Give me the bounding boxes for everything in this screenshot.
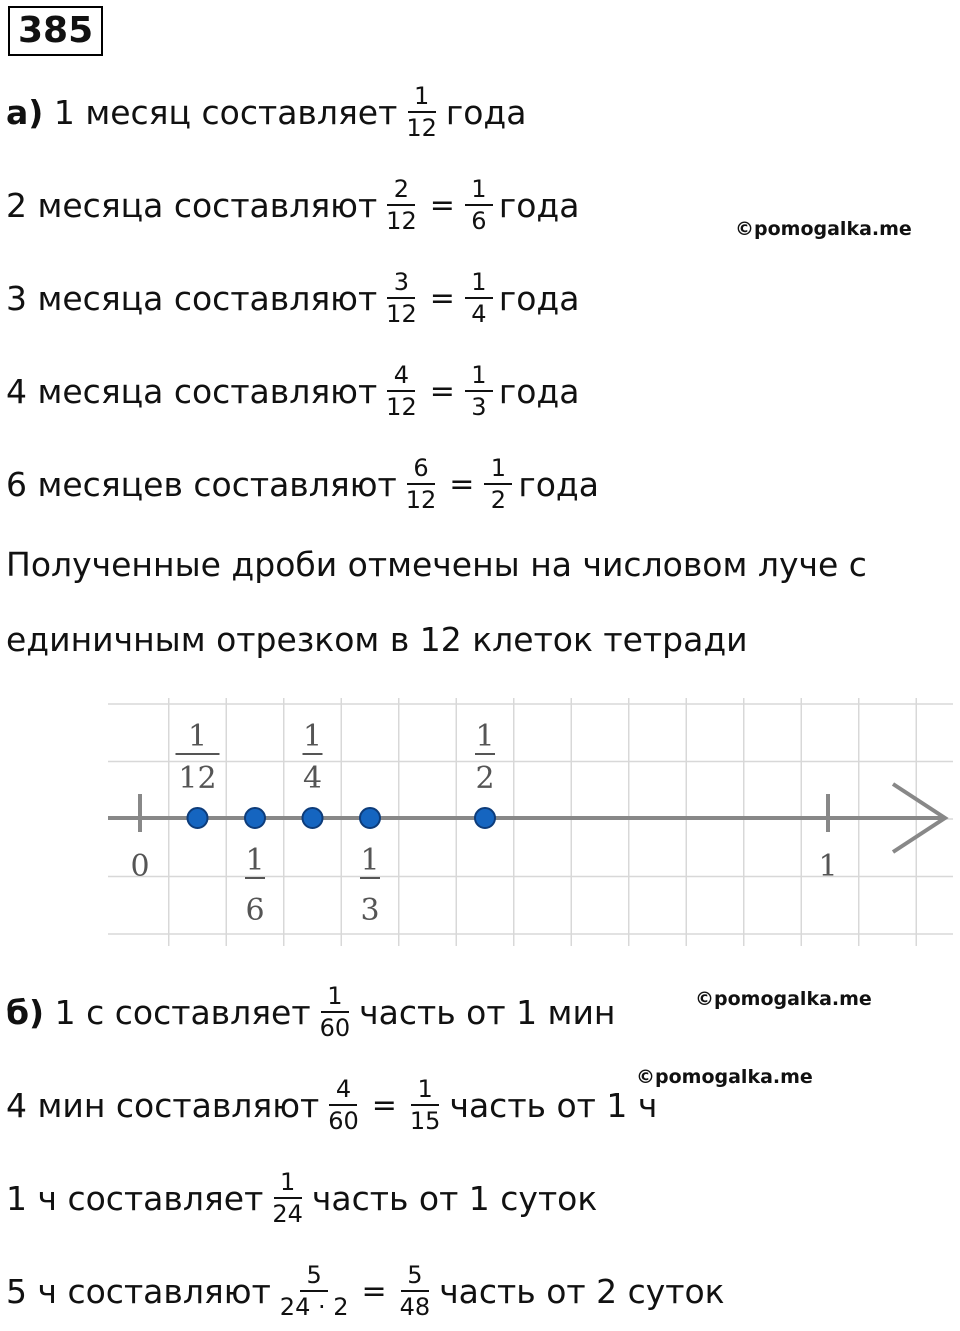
line-text: часть от 2 суток bbox=[439, 1271, 725, 1311]
ray-point bbox=[187, 808, 207, 828]
watermark: ©pomogalka.me bbox=[636, 1066, 813, 1088]
point-numerator: 1 bbox=[245, 843, 265, 878]
line-text: часть от 1 суток bbox=[311, 1178, 598, 1218]
number-ray bbox=[108, 690, 953, 950]
point-numerator: 1 bbox=[302, 719, 323, 754]
point-denominator: 6 bbox=[245, 893, 265, 928]
part-b-line-2: 4 мин составляют $\frac{4}{60}$ = $\frac{1}{15}$ часть от 1 ч bbox=[6, 1075, 658, 1135]
line-text: 3 месяца составляют bbox=[6, 278, 378, 318]
fraction: $\frac{5}{24 \cdot 2}$ bbox=[279, 1261, 349, 1321]
fraction: $\frac{1}{4}$ bbox=[465, 267, 493, 329]
line-text: 4 мин составляют bbox=[6, 1085, 320, 1125]
point-denominator: 3 bbox=[360, 893, 380, 928]
fraction: $\frac{4}{12}$ bbox=[386, 361, 417, 421]
part-a-line-4: 4 месяца составляют $\frac{4}{12}$ = $\frac{1}{3}$ года bbox=[6, 361, 580, 421]
fraction: $\frac{1}{6}$ bbox=[465, 174, 493, 236]
note-line-2: единичным отрезком в 12 клеток тетради bbox=[6, 620, 748, 659]
line-text: часть от 1 мин bbox=[359, 992, 616, 1032]
point-denominator: 12 bbox=[178, 761, 217, 796]
line-text: 4 месяца составляют bbox=[6, 371, 378, 411]
part-b-line-3 bbox=[6, 1158, 597, 1238]
line-text: года bbox=[498, 278, 580, 318]
zero-label: 0 bbox=[130, 849, 150, 884]
line-text: 1 месяц составляет bbox=[53, 92, 398, 132]
problem-number: 385 bbox=[8, 6, 103, 56]
ray-axis bbox=[108, 784, 945, 884]
point-numerator: 1 bbox=[360, 843, 380, 878]
part-a-line-5: 6 месяцев составляют $\frac{6}{12}$ = $\frac{1}{2}$ года bbox=[6, 454, 599, 514]
ray-point bbox=[475, 808, 495, 828]
line-text: 6 месяцев составляют bbox=[6, 464, 397, 504]
line-text: часть от 1 ч bbox=[449, 1085, 658, 1125]
point-denominator: 2 bbox=[475, 761, 495, 796]
fraction: $\frac{2}{12}$ bbox=[386, 175, 417, 235]
line-text: 2 месяца составляют bbox=[6, 185, 378, 225]
fraction: $\frac{3}{12}$ bbox=[386, 268, 417, 328]
line-text: 1 ч составляет bbox=[6, 1178, 264, 1218]
fraction: $\frac{1}{15}$ bbox=[409, 1075, 441, 1135]
fraction: $\frac{1}{3}$ bbox=[465, 360, 493, 422]
fraction: $\frac{1}{60}$ bbox=[319, 982, 351, 1042]
fraction: $\frac{1}{24}$ bbox=[272, 1168, 303, 1228]
ray-points bbox=[175, 719, 495, 928]
line-text: 5 ч составляют bbox=[6, 1271, 271, 1311]
fraction: $\frac{1}{2}$ bbox=[484, 453, 512, 515]
ray-point bbox=[360, 808, 380, 828]
watermark: ©pomogalka.me bbox=[735, 218, 912, 240]
note-line-1: Полученные дроби отмечены на числовом луче с bbox=[6, 545, 867, 584]
fraction: $\frac{5}{48}$ bbox=[399, 1261, 431, 1321]
line-text: года bbox=[445, 92, 527, 132]
watermark: ©pomogalka.me bbox=[695, 988, 872, 1010]
line-text: года bbox=[498, 185, 580, 225]
part-b-label: б) bbox=[6, 992, 45, 1032]
part-b-line-1 bbox=[6, 972, 615, 1052]
ray-point bbox=[245, 808, 265, 828]
line-text: 1 с составляет bbox=[54, 992, 311, 1032]
part-b-line-4: 5 ч составляют $\frac{5}{24 \cdot 2}$ = $\frac{5}{48}$ часть от 2 суток bbox=[6, 1261, 725, 1321]
line-text: года bbox=[518, 464, 599, 504]
fraction: $\frac{1}{12}$ bbox=[406, 82, 437, 142]
fraction: $\frac{4}{60}$ bbox=[328, 1075, 359, 1135]
one-label: 1 bbox=[818, 849, 838, 884]
part-a-line-1 bbox=[6, 72, 526, 152]
part-a-line-2: 2 месяца составляют $\frac{2}{12}$ = $\frac{1}{6}$ года bbox=[6, 175, 580, 235]
line-text: года bbox=[498, 371, 580, 411]
fraction: $\frac{6}{12}$ bbox=[405, 454, 437, 514]
part-a-line-3: 3 месяца составляют $\frac{3}{12}$ = $\frac{1}{4}$ года bbox=[6, 268, 580, 328]
point-numerator: 1 bbox=[475, 719, 495, 754]
point-denominator: 4 bbox=[302, 761, 323, 796]
part-a-label: а) bbox=[6, 92, 44, 132]
ray-point bbox=[303, 808, 323, 828]
point-numerator: 1 bbox=[187, 719, 208, 754]
